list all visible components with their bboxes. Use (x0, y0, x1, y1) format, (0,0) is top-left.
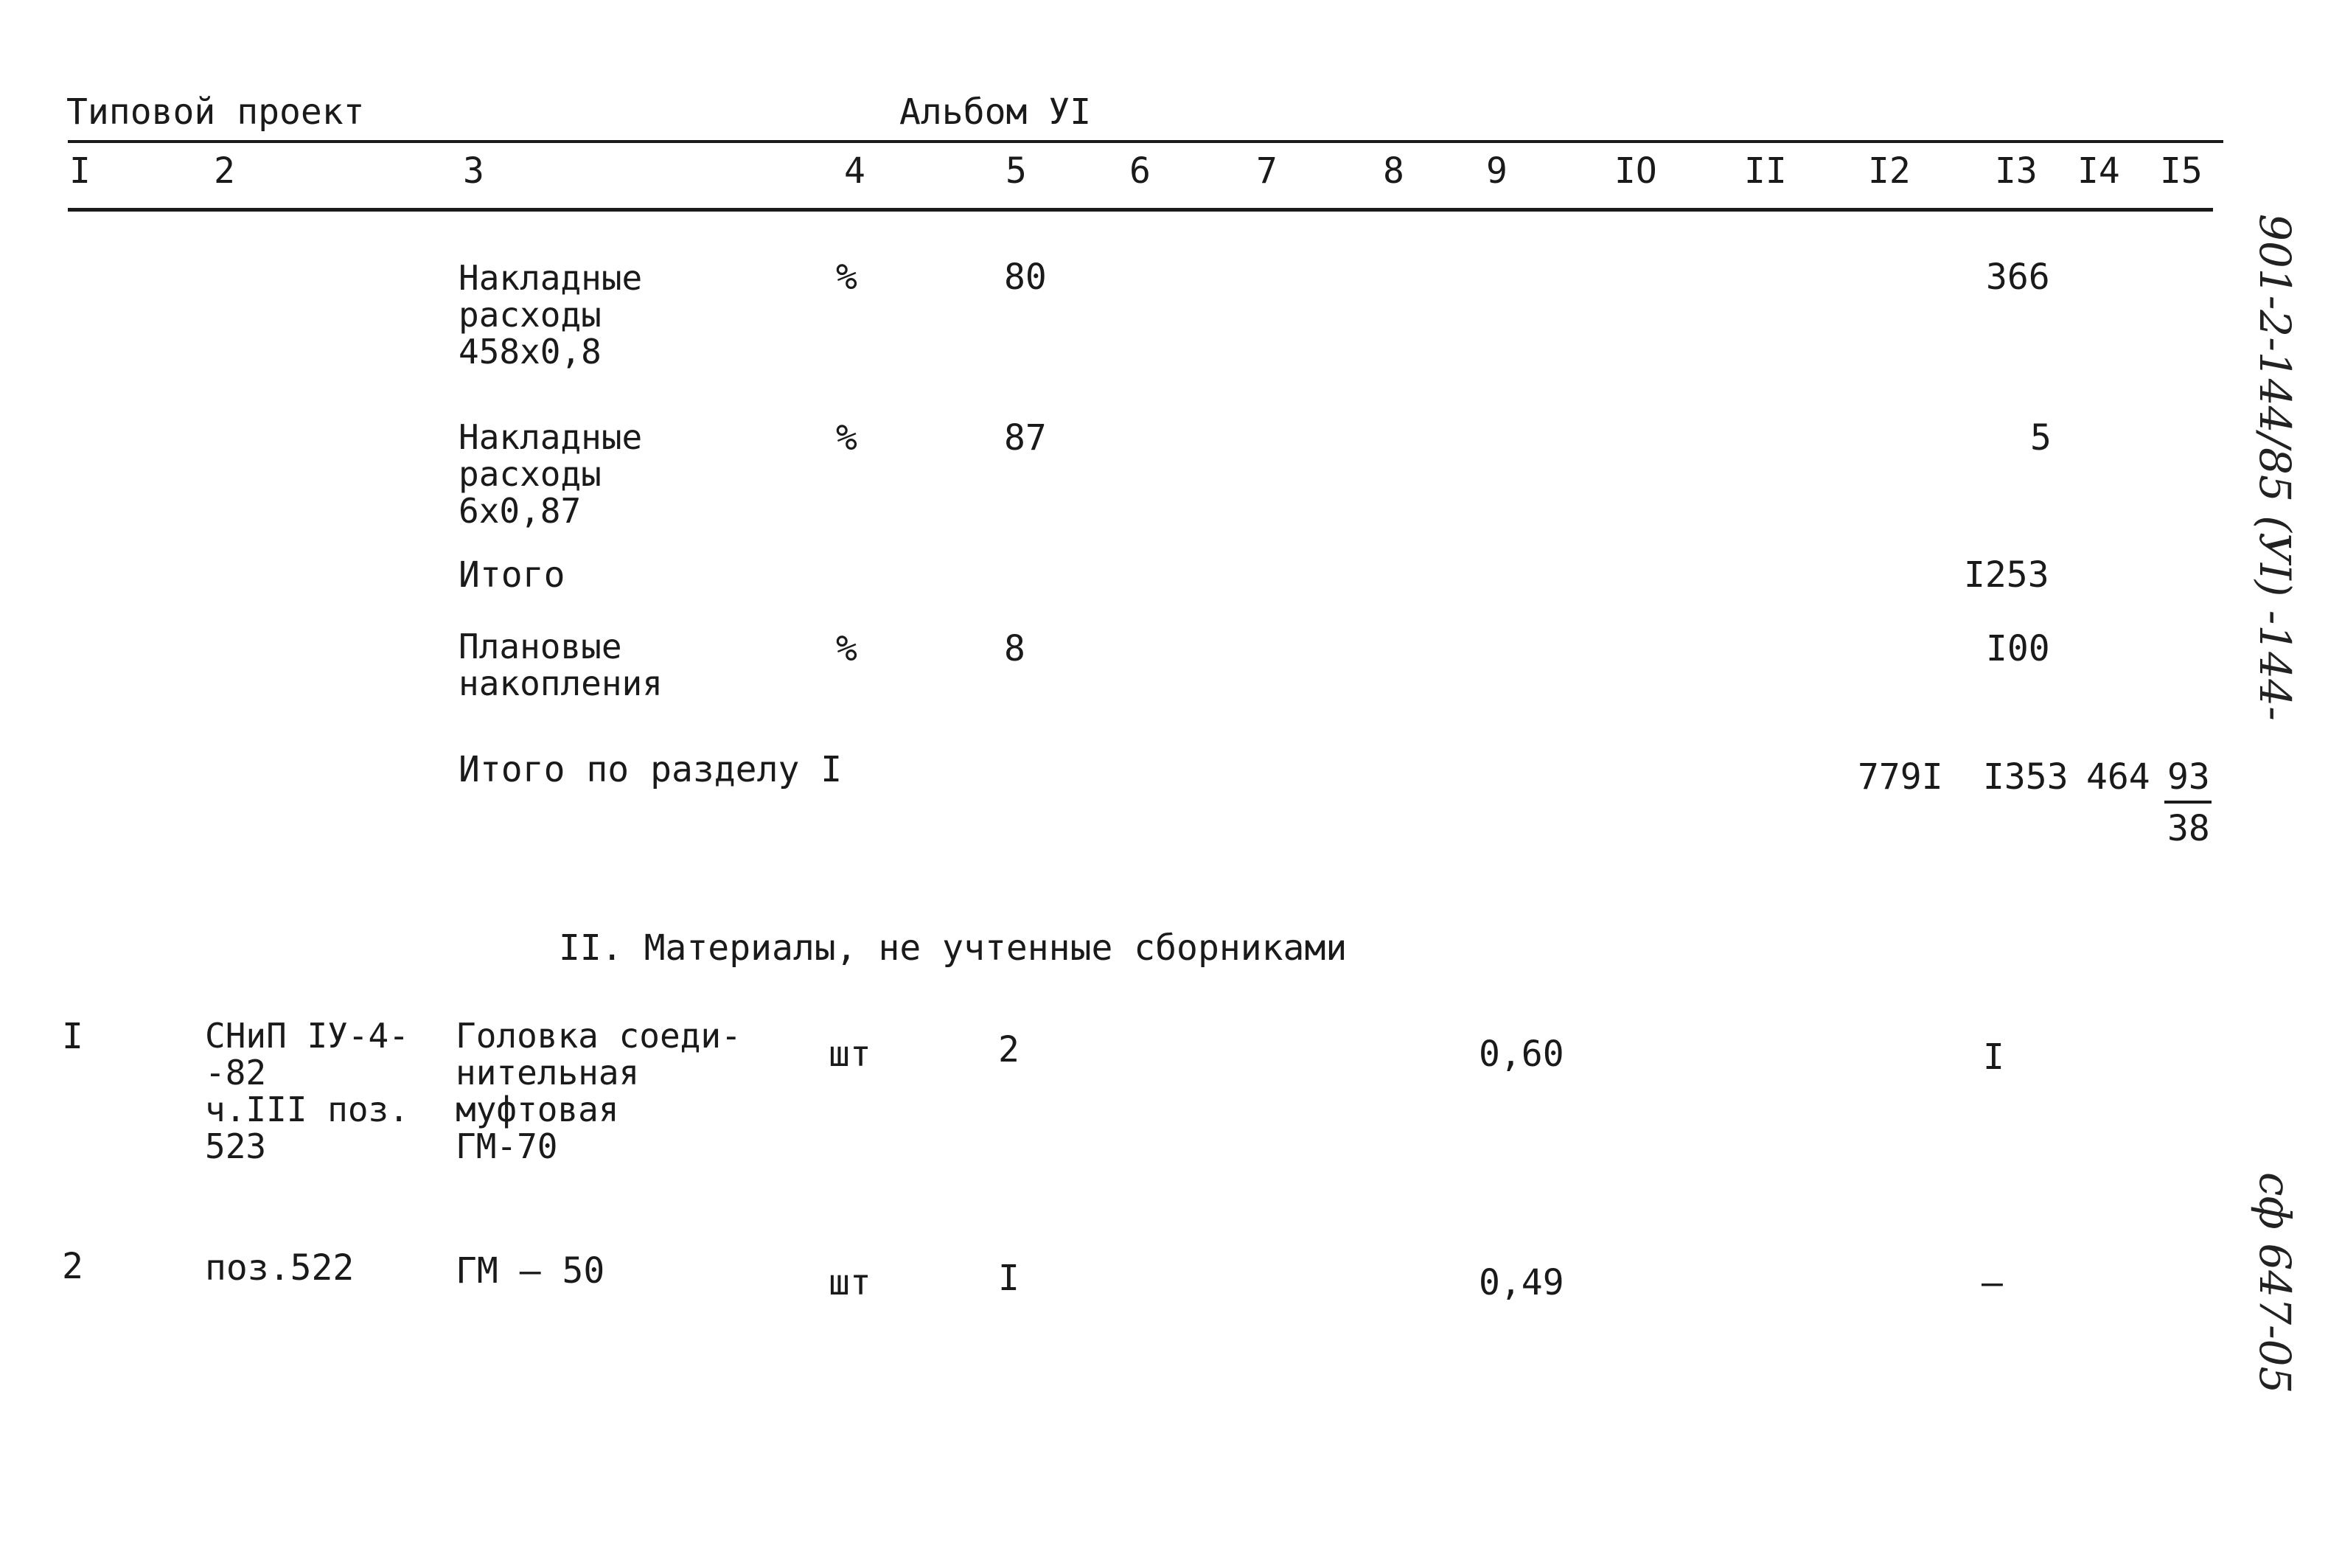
col-header-1: I (69, 150, 91, 192)
col-header-14: I4 (2077, 150, 2120, 192)
row-section-total-col15-denominator: 38 (2167, 808, 2210, 849)
col-header-7: 7 (1256, 150, 1278, 192)
col-header-12: I2 (1868, 150, 1911, 192)
col-header-4: 4 (844, 150, 865, 192)
col-header-15: I5 (2160, 150, 2203, 192)
col-header-2: 2 (214, 150, 235, 192)
row-planned-name: Плановые накопления (459, 627, 663, 703)
row-section-total-col13: I353 (1983, 756, 2069, 798)
row-overhead-1-qty: 80 (1004, 257, 1047, 298)
margin-note-top: 901-2-144/85 (УI) -144- (2250, 214, 2300, 721)
material-1-no: I (62, 1016, 83, 1057)
margin-note-bottom: сф 647-05 (2250, 1172, 2300, 1394)
material-1-unit: шт (829, 1034, 871, 1075)
col-header-5: 5 (1006, 150, 1027, 192)
material-1-name: Головка соеди- нительная муфтовая ГМ-70 (456, 1016, 742, 1166)
row-overhead-2-qty: 87 (1004, 417, 1047, 459)
row-section-total-name: Итого по разделу I (459, 749, 843, 790)
header-top-rule (68, 140, 2223, 143)
material-1-qty: 2 (998, 1029, 1020, 1070)
row-overhead-1-name: Накладные расходы 458х0,8 (459, 258, 643, 372)
material-2-unit: шт (829, 1262, 871, 1303)
row-overhead-2-col13: 5 (2030, 417, 2052, 459)
material-2-no: 2 (62, 1246, 83, 1287)
col-header-9: 9 (1486, 150, 1508, 192)
col-header-10: IO (1614, 150, 1657, 192)
material-2-qty: I (998, 1258, 1020, 1299)
material-2-col13: – (1982, 1262, 2003, 1303)
section-2-title: II. Материалы, не учтенные сборниками (559, 927, 1348, 969)
row-overhead-1-unit: % (836, 257, 857, 298)
header-album: Альбом УI (899, 91, 1092, 133)
material-1-col13: I (1983, 1036, 2004, 1078)
row-subtotal-col13: I253 (1964, 554, 2049, 596)
row-subtotal-name: Итого (459, 554, 565, 596)
row-planned-unit: % (836, 628, 857, 669)
row-overhead-2-unit: % (836, 417, 857, 459)
col-header-6: 6 (1129, 150, 1151, 192)
col-header-11: II (1744, 150, 1787, 192)
material-2-name: ГМ – 50 (456, 1250, 605, 1292)
col-header-3: 3 (463, 150, 484, 192)
header-project: Типовой проект (66, 91, 365, 133)
row-planned-col13: I00 (1986, 628, 2050, 669)
row-section-total-col15-numerator: 93 (2167, 756, 2210, 798)
material-2-price: 0,49 (1479, 1262, 1564, 1303)
col-header-13: I3 (1995, 150, 2038, 192)
material-1-code: СНиП IУ-4- -82 ч.III поз. 523 (205, 1016, 409, 1166)
row-overhead-2-name: Накладные расходы 6х0,87 (459, 417, 643, 531)
row-planned-qty: 8 (1004, 628, 1025, 669)
fraction-bar (2164, 801, 2212, 804)
row-overhead-1-col13: 366 (1986, 257, 2050, 298)
row-section-total-col14: 464 (2086, 756, 2150, 798)
material-2-code: поз.522 (205, 1247, 355, 1289)
col-header-8: 8 (1383, 150, 1404, 192)
row-section-total-col12: 779I (1858, 756, 1943, 798)
material-1-price: 0,60 (1479, 1034, 1564, 1075)
header-bottom-rule (68, 208, 2213, 212)
